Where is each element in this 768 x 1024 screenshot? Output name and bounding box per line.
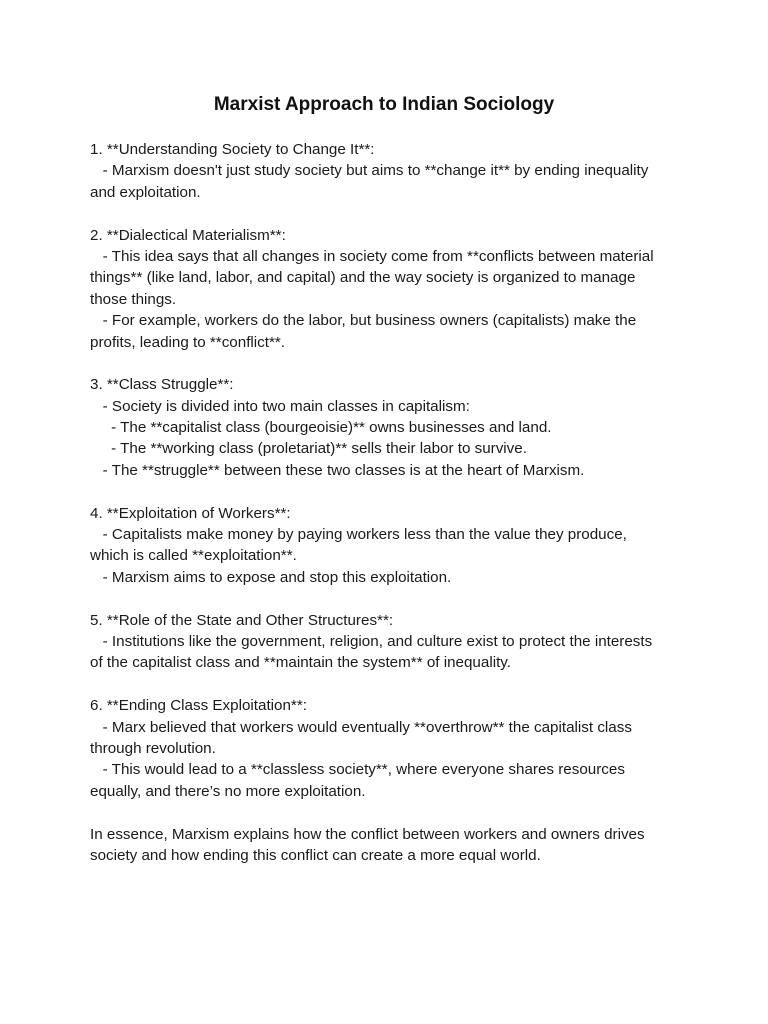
text-line: - Marxism aims to expose and stop this exploitation.: [90, 568, 452, 586]
text-line: - Society is divided into two main classes in capitalism:: [90, 397, 470, 415]
text-line: - Marx believed that workers would eventually **overthrow** the capitalist class: [90, 718, 632, 736]
text-line: which is called **exploitation**.: [90, 547, 297, 565]
blank-line: [90, 353, 690, 374]
blank-line: [90, 802, 690, 823]
text-line: - This idea says that all changes in society come from **conflicts between material: [90, 247, 654, 265]
text-line: - Marxism doesn't just study society but aims to **change it** by ending inequality: [90, 162, 649, 180]
text-line: - This would lead to a **classless society**, where everyone shares resources: [90, 761, 625, 779]
text-line: 5. **Role of the State and Other Structures**:: [90, 611, 394, 629]
text-line: profits, leading to **conflict**.: [90, 333, 286, 351]
text-line: of the capitalist class and **maintain the system** of inequality.: [90, 654, 511, 672]
blank-line: [90, 203, 690, 224]
text-line: society and how ending this conflict can create a more equal world.: [90, 846, 541, 864]
text-line: 1. **Understanding Society to Change It**:: [90, 141, 375, 158]
text-line: In essence, Marxism explains how the conflict between workers and owners drives: [90, 825, 645, 843]
text-line: - The **capitalist class (bourgeoisie)** owns businesses and land.: [90, 419, 552, 437]
document-body: [90, 139, 690, 866]
blank-line: [90, 674, 690, 695]
text-line: - The **struggle** between these two classes is at the heart of Marxism.: [90, 461, 585, 479]
text-line: - The **working class (proletariat)** sells their labor to survive.: [90, 440, 527, 458]
text-line: - Institutions like the government, religion, and culture exist to protect the interests: [90, 632, 653, 650]
text-line: - Capitalists make money by paying workers less than the value they produce,: [90, 526, 627, 544]
blank-line: [90, 588, 690, 609]
page-title: Marxist Approach to Indian Sociology: [213, 94, 555, 115]
text-line: through revolution.: [90, 739, 216, 757]
text-line: - For example, workers do the labor, but business owners (capitalists) make the: [90, 312, 637, 330]
text-line: and exploitation.: [90, 183, 201, 201]
text-line: 3. **Class Struggle**:: [90, 376, 234, 394]
text-line: equally, and there’s no more exploitation.: [90, 782, 366, 800]
text-line: those things.: [90, 290, 177, 308]
text-line: 2. **Dialectical Materialism**:: [90, 226, 286, 244]
text-line: 6. **Ending Class Exploitation**:: [90, 697, 307, 715]
text-line: things** (like land, labor, and capital) and the way society is organized to manage: [90, 269, 636, 287]
blank-line: [90, 481, 690, 502]
text-line: 4. **Exploitation of Workers**:: [90, 504, 291, 522]
